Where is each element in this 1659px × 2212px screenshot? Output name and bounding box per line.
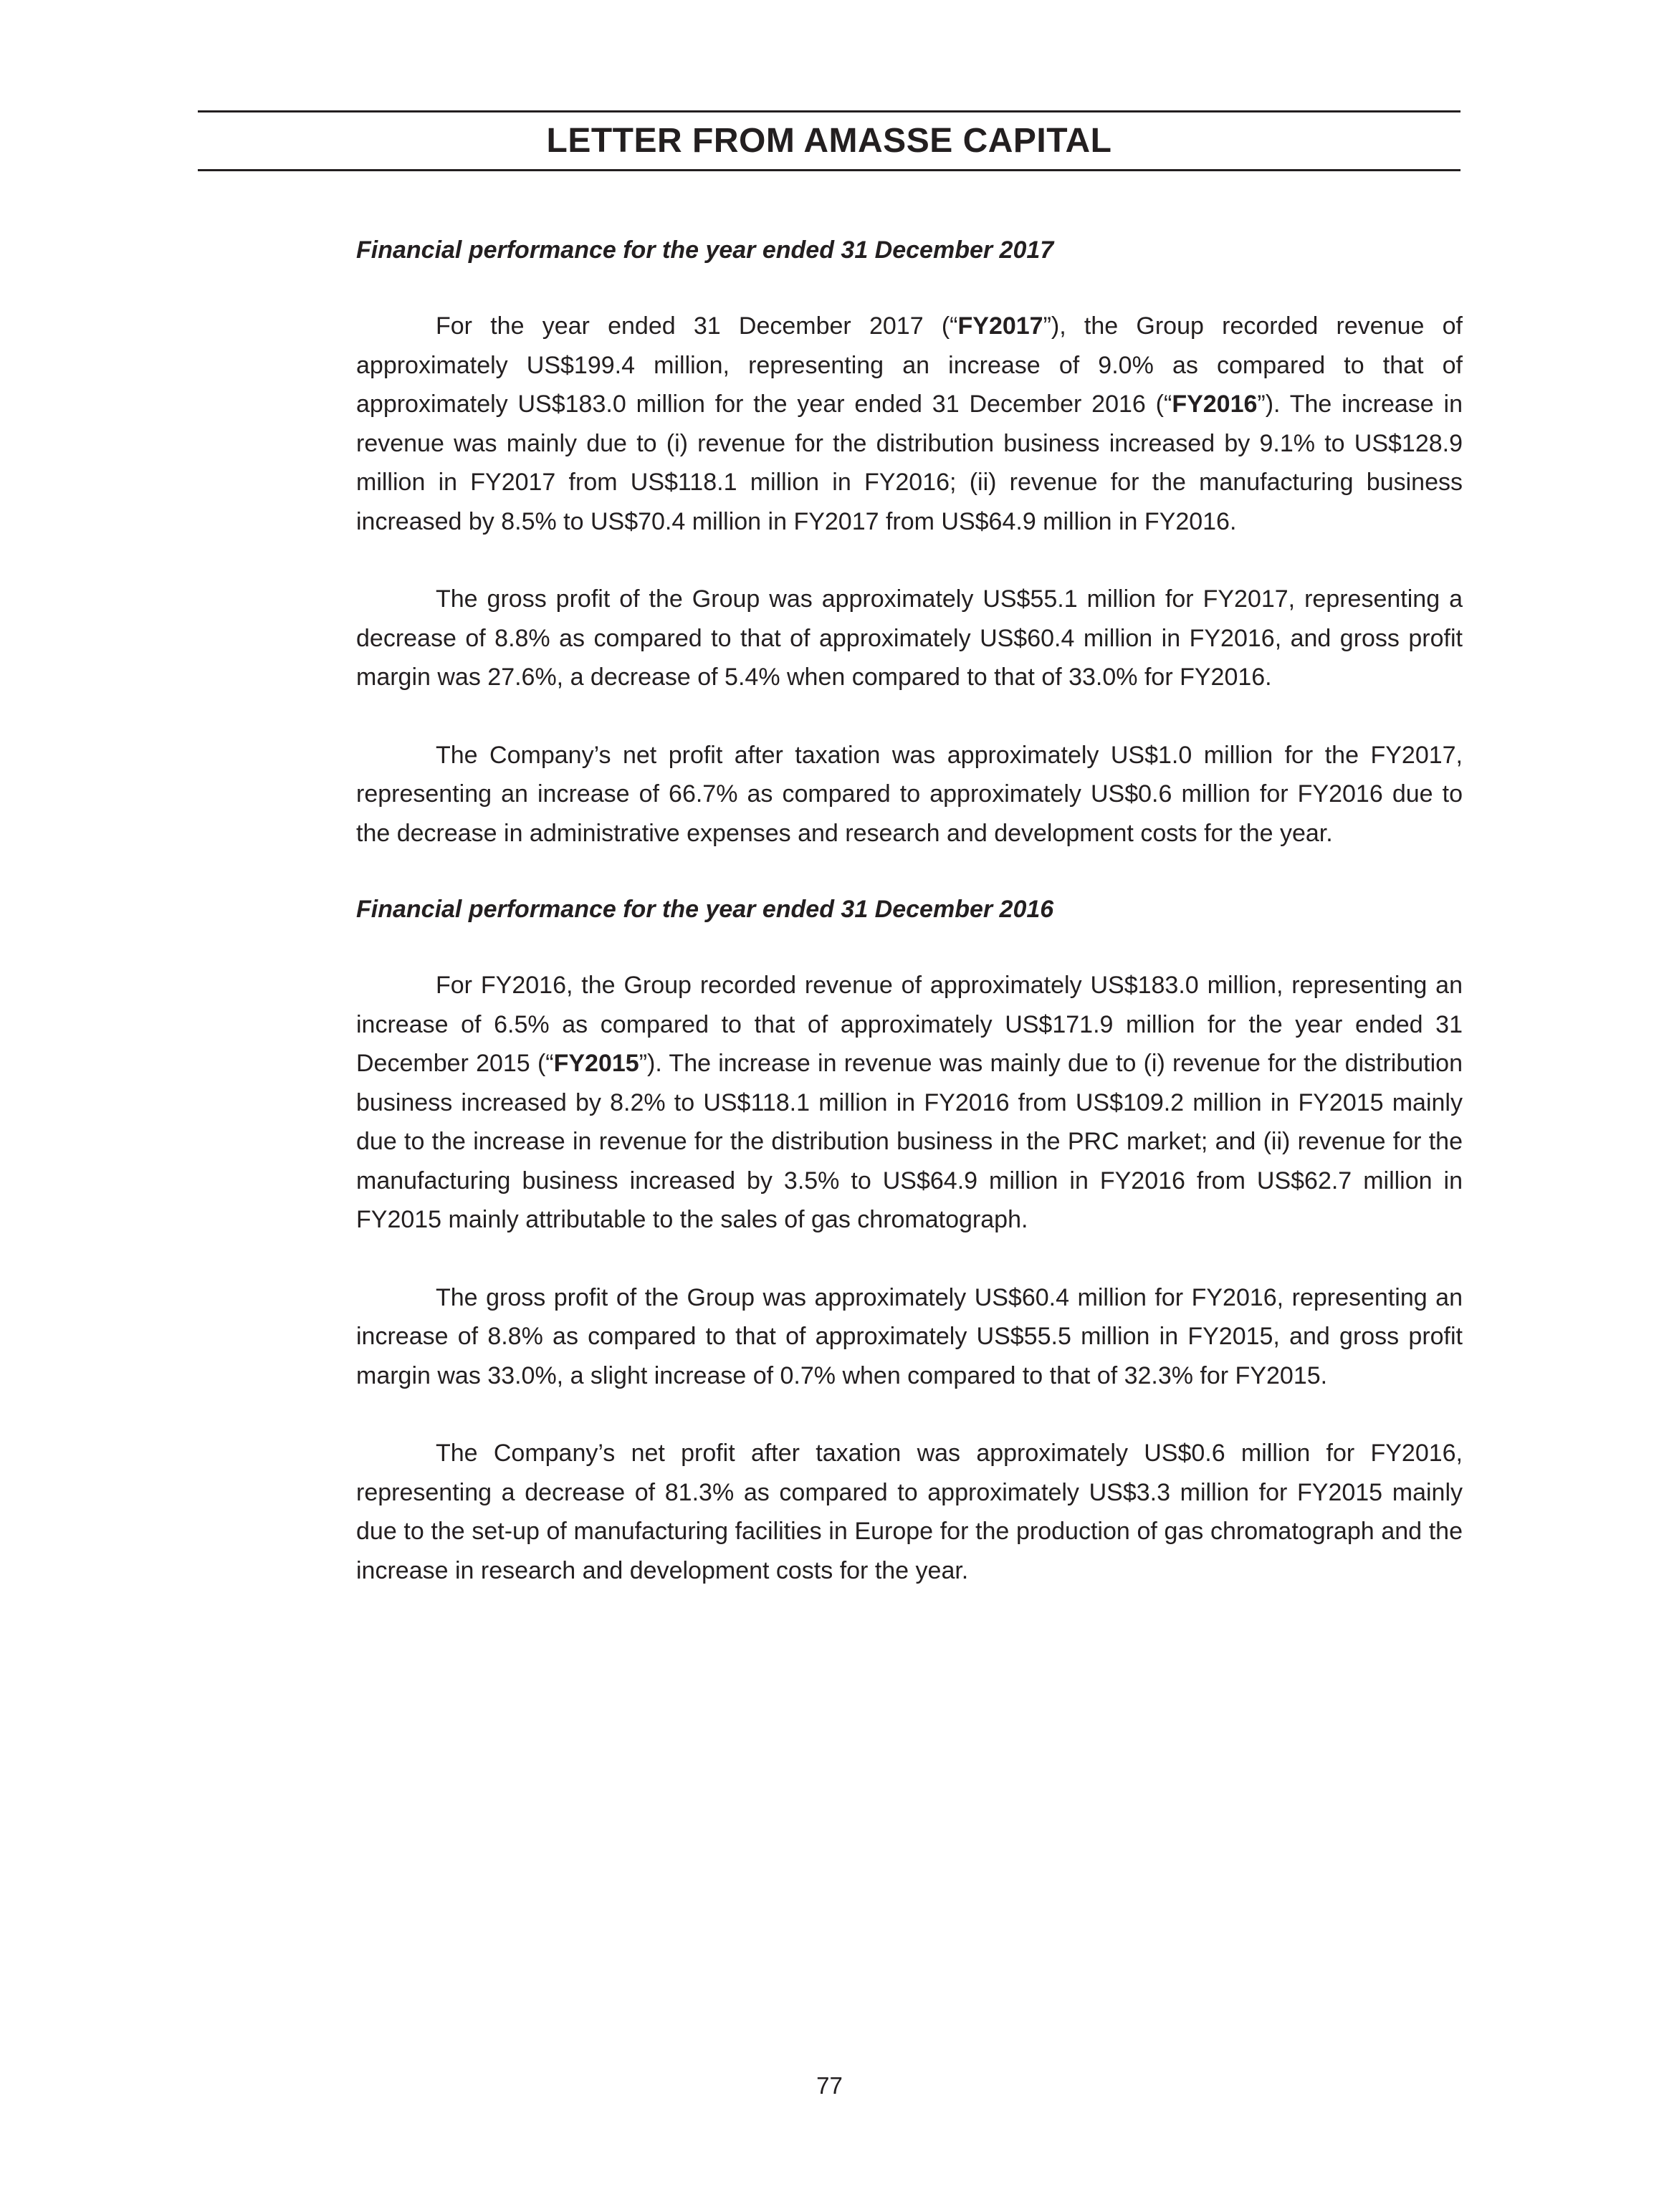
header-title: LETTER FROM AMASSE CAPITAL bbox=[546, 122, 1112, 160]
paragraph-fy2016-revenue bbox=[356, 966, 1463, 1240]
paragraph-fy2017-net-profit: The Company’s net profit after taxation was approximately US$1.0 million for the FY2017, representing an increase of 66.7% as compared to approximately US$0.6 million for FY2016 due to the decrease in administrative expenses and research and development costs for the year. bbox=[356, 741, 1463, 847]
page-number: 77 bbox=[816, 2072, 843, 2099]
paragraph-text: ”), the Group recorded revenue of approximately US$199.4 million, representing an increase of 9.0% as compared to that of approximately US$183.0 million for the year ended 31 December 2016 (“ bbox=[356, 312, 1463, 418]
paragraph-text: For FY2016, the Group recorded revenue of approximately US$183.0 million, representing an increase of 6.5% as compared to that of approximately US$171.9 million for the year ended 31 December 2015 (“ bbox=[356, 972, 1463, 1077]
defined-term-fy2015: FY2015 bbox=[553, 1050, 639, 1077]
paragraph-fy2016-net-profit: The Company’s net profit after taxation was approximately US$0.6 million for FY2016, representing a decrease of 81.3% as compared to approximately US$3.3 million for FY2015 mainly due to the set-up of manufacturing facilities in Europe for the production of gas chromatograph and the increase in research and development costs for the year. bbox=[356, 1440, 1463, 1584]
defined-term-fy2017: FY2017 bbox=[957, 312, 1043, 340]
defined-term-fy2016: FY2016 bbox=[1172, 391, 1258, 418]
paragraph-text: ”). The increase in revenue was mainly due to (i) revenue for the distribution business increased by 9.1% to US$128.9 million in FY2017 from US$118.1 million in FY2016; (ii) revenue for the manufacturing business increased by 8.5% to US$70.4 million in FY2017 from US$64.9 million in FY2016. bbox=[356, 391, 1463, 535]
paragraph-text: For the year ended 31 December 2017 (“ bbox=[436, 312, 958, 340]
main-content bbox=[356, 231, 1463, 1590]
page-header bbox=[198, 110, 1460, 171]
paragraph-fy2017-revenue bbox=[356, 307, 1463, 541]
paragraph-text: ”). The increase in revenue was mainly due to (i) revenue for the distribution business increased by 8.2% to US$118.1 million in FY2016 from US$109.2 million in FY2015 mainly due to the increase in revenue for the distribution business in the PRC market; and (ii) revenue for the manufacturing business increased by 3.5% to US$64.9 million in FY2016 from US$62.7 million in FY2015 mainly attributable to the sales of gas chromatograph. bbox=[356, 1050, 1463, 1233]
paragraph-fy2016-gross-profit: The gross profit of the Group was approximately US$60.4 million for FY2016, representing an increase of 8.8% as compared to that of approximately US$55.5 million in FY2015, and gross profit margin was 33.0%, a slight increase of 0.7% when compared to that of 32.3% for FY2015. bbox=[356, 1283, 1463, 1389]
paragraph-fy2017-gross-profit: The gross profit of the Group was approximately US$55.1 million for FY2017, representing a decrease of 8.8% as compared to that of approximately US$60.4 million in FY2016, and gross profit margin was 27.6%, a decrease of 5.4% when compared to that of 33.0% for FY2016. bbox=[356, 585, 1463, 691]
section-heading-fy2017: Financial performance for the year ended 31 December 2017 bbox=[356, 236, 1054, 264]
section-heading-fy2016: Financial performance for the year ended 31 December 2016 bbox=[356, 896, 1054, 923]
